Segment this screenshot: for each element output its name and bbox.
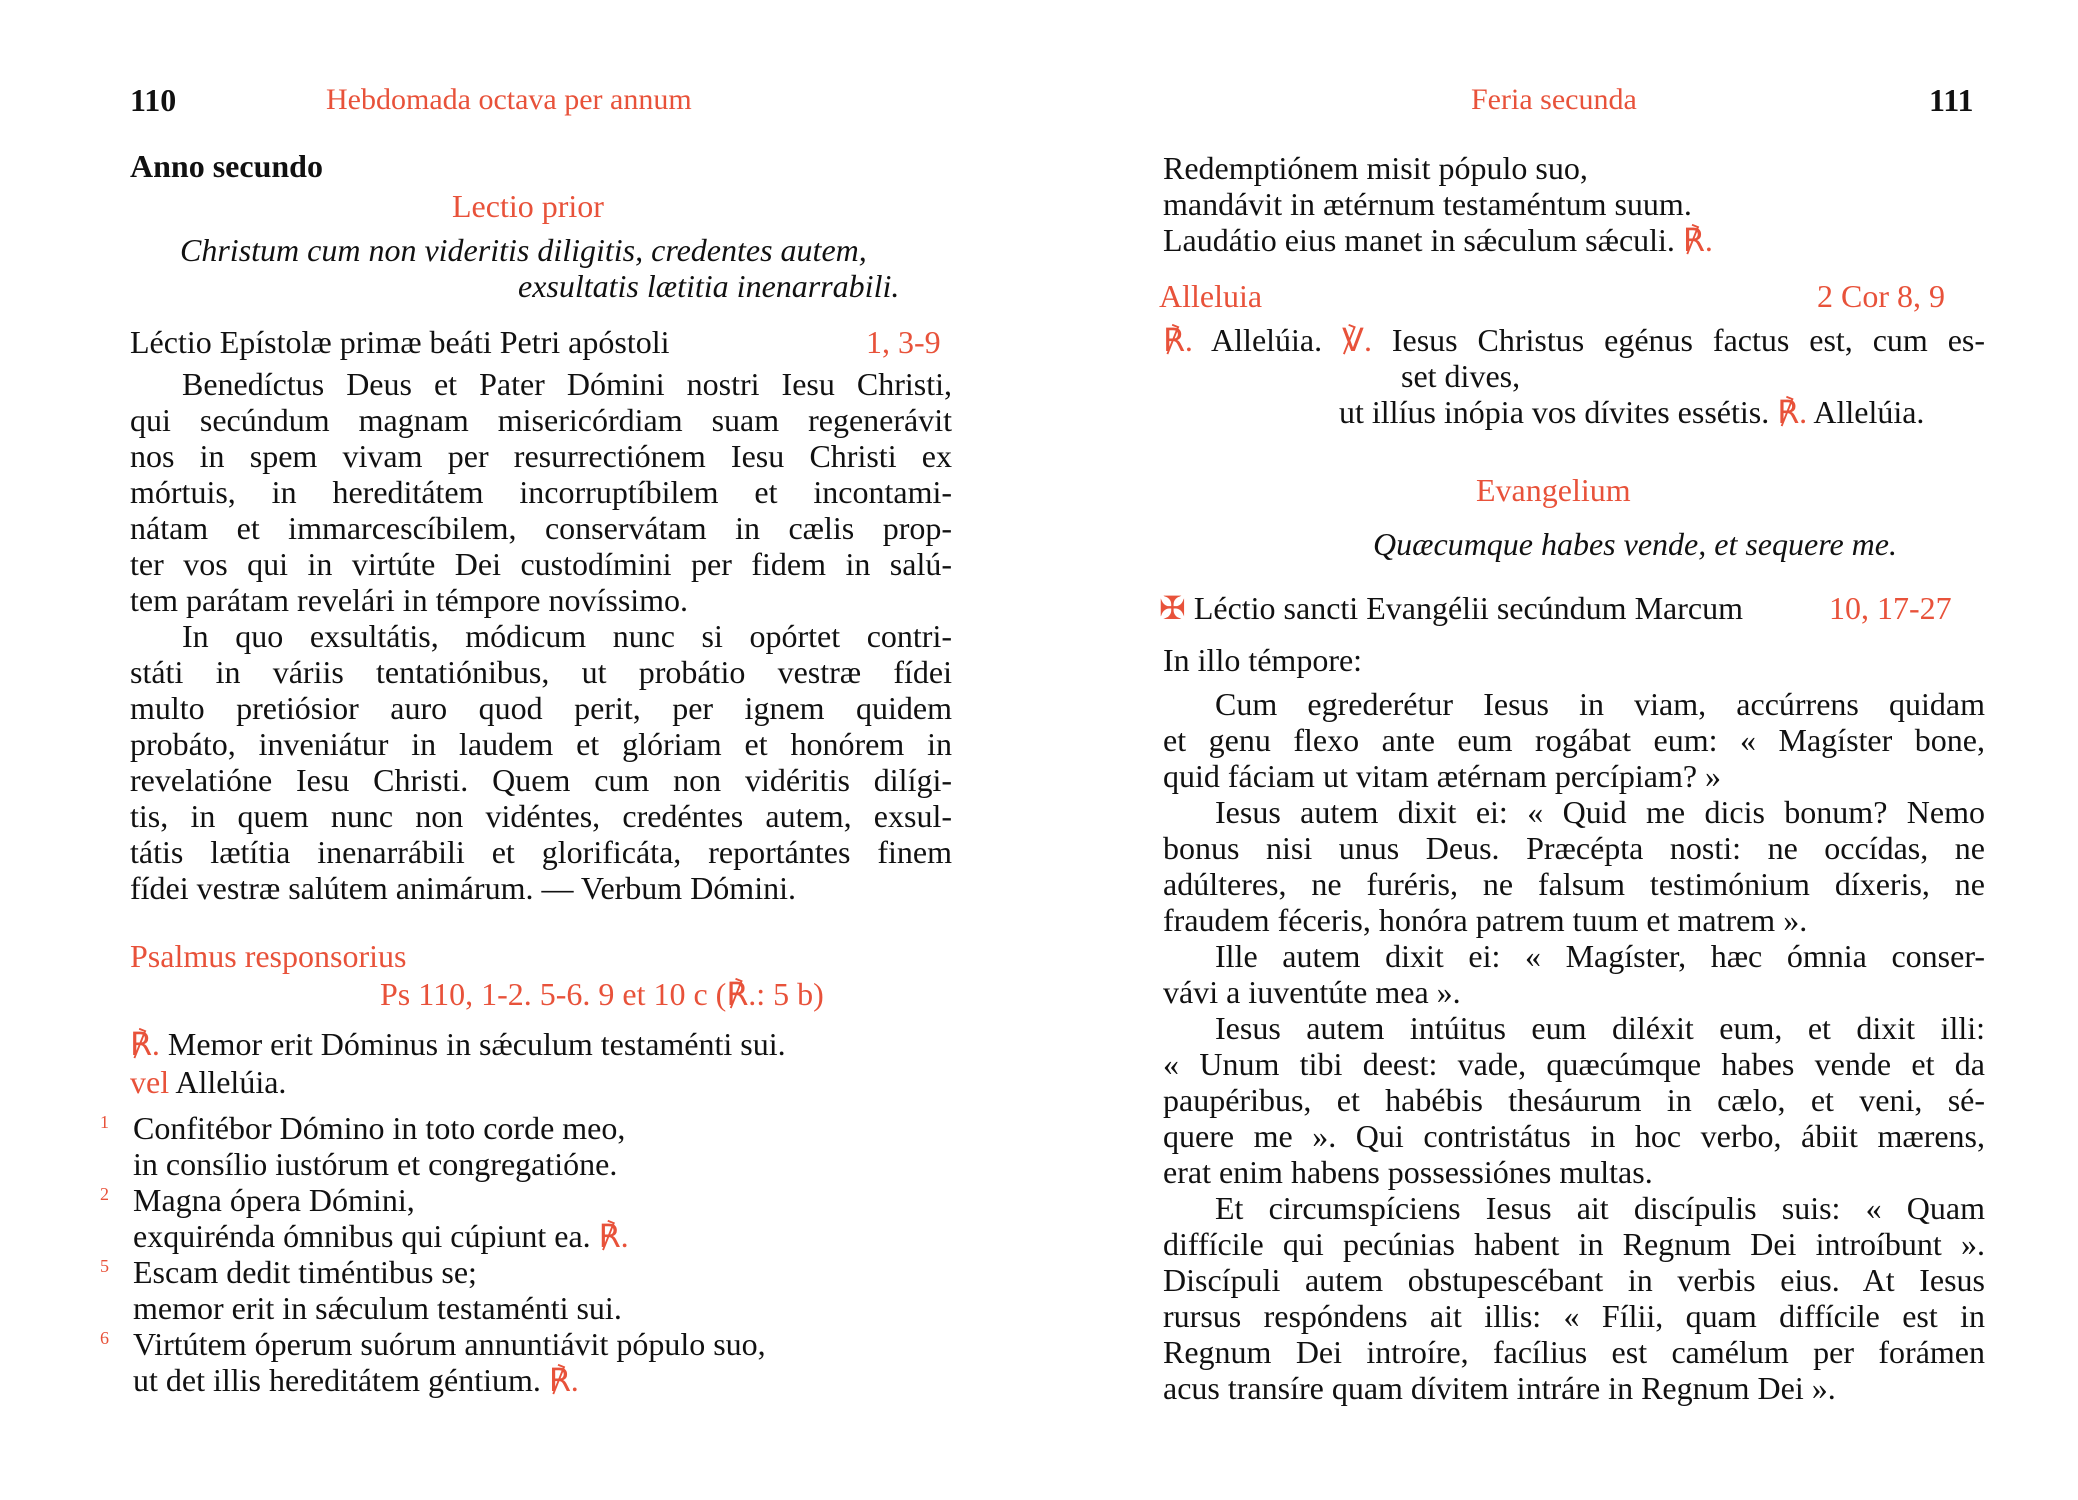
response-text: Memor erit Dóminus in sǽculum testaménti sui. xyxy=(167,1026,786,1062)
text-line: Et circumspíciens Iesus ait discípulis suis: « Quam xyxy=(1215,1190,1985,1226)
text-line: Cum egrederétur Iesus in viam, accúrrens quidam xyxy=(1215,686,1985,722)
text-line: ter vos qui in virtúte Dei custodímini per fidem in salú- xyxy=(130,546,952,582)
motto-line-2: exsultatis lætitia inenarrabili. xyxy=(518,268,900,304)
vel-line xyxy=(130,1064,286,1100)
text-line: tis, in quem nunc non vidéntes, credéntes autem, exsul- xyxy=(130,798,952,834)
text-line: fídei vestræ salútem animárum. — Verbum Dómini. xyxy=(130,870,796,906)
alleluia-text: Allelúia. xyxy=(1813,394,1925,430)
text-line: diffícile qui pecúnias habent in Regnum Dei introíbunt ». xyxy=(1163,1226,1985,1262)
gospel-intro-line xyxy=(1159,590,1743,626)
gospel-motto: Quæcumque habes vende, et sequere me. xyxy=(1373,526,1897,562)
reading-intro: Léctio Epístolæ primæ beáti Petri apóstoli xyxy=(130,324,670,360)
verse-line: Escam dedit timéntibus se; xyxy=(133,1254,477,1290)
text-line: státi in váriis tentatiónibus, ut probátio vestræ fídei xyxy=(130,654,952,690)
alleluia-text: Allelúia. xyxy=(1211,322,1323,358)
verse-number: 2 xyxy=(100,1184,109,1204)
alleluia-line: set dives, xyxy=(1401,358,1521,394)
text-line: mórtuis, in hereditátem incorruptíbilem et incontami- xyxy=(130,474,952,510)
text-line: paupéribus, et habébis thesáurum in cælo, et veni, sé- xyxy=(1163,1082,1985,1118)
verse-number: 6 xyxy=(100,1328,109,1348)
right-page xyxy=(1039,0,2078,1500)
text-line: Iesus autem intúitus eum diléxit eum, et dixit illi: xyxy=(1215,1010,1985,1046)
text-line: Ille autem dixit ei: « Magíster, hæc ómnia conser- xyxy=(1215,938,1985,974)
text-line: probáto, inveniátur in laudem et glóriam et honórem in xyxy=(130,726,952,762)
response-symbol: ℟. xyxy=(130,1026,160,1062)
verse-line: Confitébor Dómino in toto corde meo, xyxy=(133,1110,626,1146)
alleluia-title: Alleluia xyxy=(1159,278,1263,314)
verse-number: 1 xyxy=(100,1112,109,1132)
psalm-ref: Ps 110, 1-2. 5-6. 9 et 10 c (℟.: 5 b) xyxy=(380,976,824,1012)
text-line: tátis lætítia inenarrábili et glorificáta, reportántes finem xyxy=(130,834,952,870)
verse-text: exquirénda ómnibus qui cúpiunt ea. xyxy=(133,1218,591,1254)
response-symbol: ℟. xyxy=(1163,322,1193,358)
text-line-with-response xyxy=(1163,222,1713,258)
text-line: rursus respóndens ait illis: « Fílii, quam diffícile est in xyxy=(1163,1298,1985,1334)
text-line: Discípuli autem obstupescébant in verbis eius. At Iesus xyxy=(1163,1262,1985,1298)
verse-line: Magna ópera Dómini, xyxy=(133,1182,415,1218)
response-symbol: ℟. xyxy=(548,1362,579,1398)
text-line: acus transíre quam dívitem intráre in Regnum Dei ». xyxy=(1163,1370,1836,1406)
text-line: fraudem féceris, honóra patrem tuum et matrem ». xyxy=(1163,902,1808,938)
alleluia-ref: 2 Cor 8, 9 xyxy=(1817,278,1945,314)
alleluia-verse-text: ut illíus inópia vos dívites essétis. xyxy=(1339,394,1770,430)
text-line: « Unum tibi deest: vade, quæcúmque habes vende et da xyxy=(1163,1046,1985,1082)
text-line: adúlteres, ne furéris, ne falsum testimónium díxeris, ne xyxy=(1163,866,1985,902)
motto-line-1: Christum cum non videritis diligitis, credentes autem, xyxy=(180,232,867,268)
verse-text: Laudátio eius manet in sǽculum sǽculi. xyxy=(1163,222,1675,258)
vel-label: vel xyxy=(130,1064,170,1100)
text-line: tem parátam revelári in témpore novíssimo. xyxy=(130,582,689,618)
alleluia-line xyxy=(1339,394,1924,430)
reading-ref: 1, 3-9 xyxy=(866,324,941,360)
text-line: quid fáciam ut vitam ætérnam percípiam? » xyxy=(1163,758,1722,794)
alleluia-verse-text: Iesus Christus egénus factus est, cum es- xyxy=(1391,322,1986,358)
response-symbol: ℟. xyxy=(598,1218,629,1254)
text-line: erat enim habens possessiónes multas. xyxy=(1163,1154,1653,1190)
response-line xyxy=(130,1026,786,1062)
text-line: et genu flexo ante eum rogábat eum: « Magíster bone, xyxy=(1163,722,1985,758)
text-line: Iesus autem dixit ei: « Quid me dicis bonum? Nemo xyxy=(1215,794,1985,830)
text-line: In quo exsultátis, módicum nunc si opórtet contri- xyxy=(182,618,952,654)
cross-icon: ✠ xyxy=(1159,590,1186,626)
versicle-symbol: ℣. xyxy=(1342,322,1372,358)
page-number: 111 xyxy=(1929,82,1974,118)
gospel-ref: 10, 17-27 xyxy=(1829,590,1952,626)
gospel-title: Evangelium xyxy=(1476,472,1631,508)
verse-text: ut det illis hereditátem géntium. xyxy=(133,1362,541,1398)
text-line: qui secúndum magnam misericórdiam suam regenerávit xyxy=(130,402,952,438)
alleluia-line xyxy=(1163,322,1985,358)
text-line: revelatióne Iesu Christi. Quem cum non vidéritis dilígi- xyxy=(130,762,952,798)
gospel-intro: Léctio sancti Evangélii secúndum Marcum xyxy=(1193,590,1743,626)
verse-line-with-response xyxy=(133,1362,579,1398)
response-symbol: ℟. xyxy=(1682,222,1713,258)
text-line: nátam et immarcescíbilem, conservátam in cælis prop- xyxy=(130,510,952,546)
text-line: Redemptiónem misit pópulo suo, xyxy=(1163,150,1588,186)
verse-line: memor erit in sǽculum testaménti sui. xyxy=(133,1290,622,1326)
text-line: multo pretiósior auro quod perit, per ignem quidem xyxy=(130,690,952,726)
text-line: Benedíctus Deus et Pater Dómini nostri Iesu Christi, xyxy=(182,366,952,402)
text-line: bonus nisi unus Deus. Præcépta nosti: ne occídas, ne xyxy=(1163,830,1985,866)
verse-line-with-response xyxy=(133,1218,629,1254)
verse-number: 5 xyxy=(100,1256,109,1276)
running-head: Hebdomada octava per annum xyxy=(326,83,692,116)
text-line: vávi a iuventúte mea ». xyxy=(1163,974,1461,1010)
running-head: Feria secunda xyxy=(1471,83,1637,116)
lectio-title: Lectio prior xyxy=(452,188,604,224)
year-heading: Anno secundo xyxy=(130,148,323,184)
response-symbol: ℟. xyxy=(1777,394,1808,430)
text-line: nos in spem vivam per resurrectiónem Iesu Christi ex xyxy=(130,438,952,474)
vel-text: Allelúia. xyxy=(175,1064,287,1100)
verse-line: Virtútem óperum suórum annuntiávit pópulo suo, xyxy=(133,1326,766,1362)
psalm-title: Psalmus responsorius xyxy=(130,938,407,974)
text-line: quere me ». Qui contristátus in hoc verbo, ábiit mærens, xyxy=(1163,1118,1985,1154)
page-number: 110 xyxy=(130,82,177,118)
text-line: mandávit in ætérnum testaméntum suum. xyxy=(1163,186,1692,222)
text-line: Regnum Dei introíre, facílius est camélum per forámen xyxy=(1163,1334,1985,1370)
verse-line: in consílio iustórum et congregatióne. xyxy=(133,1146,618,1182)
in-illo: In illo témpore: xyxy=(1163,642,1363,678)
